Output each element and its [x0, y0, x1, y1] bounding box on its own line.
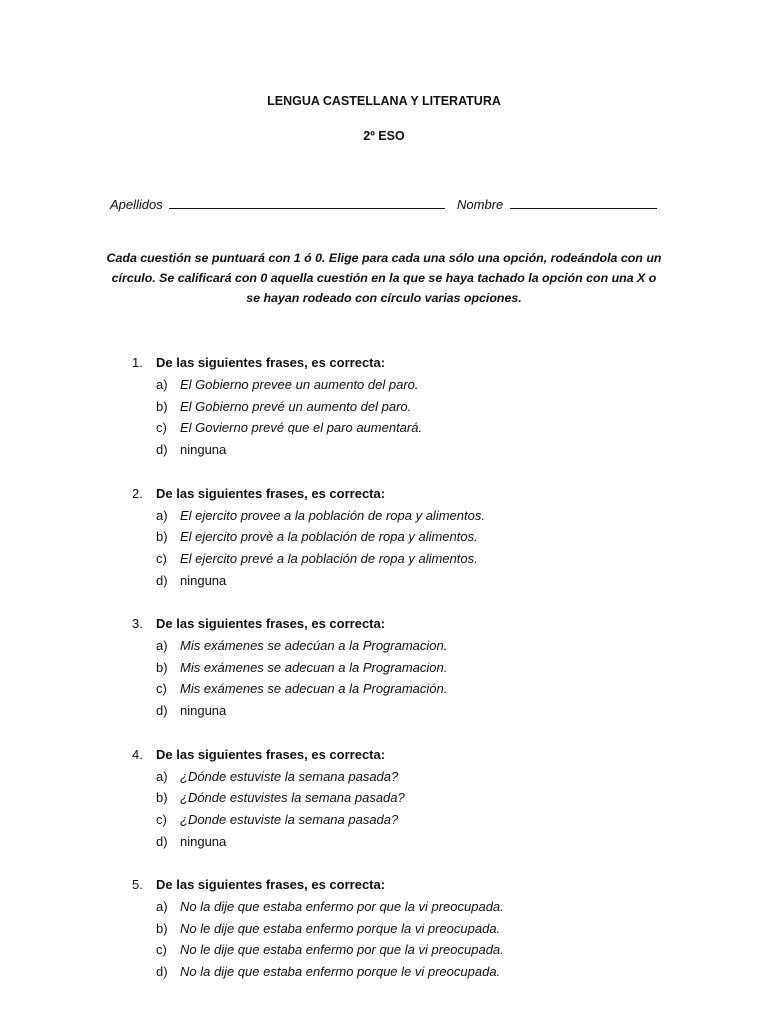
option-letter: c) [156, 942, 167, 958]
option-text: ninguna [180, 833, 227, 849]
option-text: El Gobierno prevee un aumento del paro. [180, 377, 419, 392]
question-number: 3. [132, 616, 143, 631]
option-text: No le dije que estaba enfermo por que la vi preocupada. [180, 942, 504, 958]
option-1b[interactable] [0, 398, 768, 420]
option-2c[interactable] [0, 550, 768, 572]
option-letter: d) [156, 442, 168, 458]
option-3a[interactable] [0, 637, 768, 659]
option-2b[interactable] [0, 528, 768, 550]
question-number: 4. [132, 746, 143, 762]
option-letter: d) [156, 964, 168, 980]
option-letter: d) [156, 703, 168, 719]
option-letter: b) [156, 920, 168, 936]
option-3c[interactable] [0, 680, 768, 702]
instructions [100, 248, 668, 308]
option-text: El ejercito provee a la población de ropa y alimentos. [180, 507, 485, 523]
student-info-row [110, 197, 657, 212]
question-text: De las siguientes frases, es correcta: [156, 877, 386, 892]
option-text: ¿Donde estuviste la semana pasada? [180, 811, 399, 827]
surname-label: Apellidos [110, 197, 163, 212]
option-letter: b) [156, 529, 168, 545]
question-text: De las siguientes frases, es correcta: [156, 746, 386, 762]
option-text: Mis exámenes se adecuan a la Programacion. [180, 659, 448, 675]
option-5d[interactable] [0, 963, 768, 985]
option-letter: b) [156, 398, 168, 414]
option-text: ¿Dónde estuviste la semana pasada? [180, 768, 399, 784]
option-text: El ejercito provè a la población de ropa y alimentos. [180, 529, 478, 545]
instructions-line: se hayan rodeado con círculo varias opciones. [246, 291, 522, 305]
question-number: 5. [132, 877, 143, 892]
option-text: El Gobierno prevé un aumento del paro. [180, 398, 412, 414]
option-text: Mis exámenes se adecúan a la Programacion. [180, 638, 448, 653]
option-3d[interactable] [0, 702, 768, 724]
name-field[interactable] [510, 197, 657, 209]
question-text: De las siguientes frases, es correcta: [156, 355, 386, 370]
option-letter: b) [156, 790, 168, 806]
question-number: 1. [132, 355, 143, 370]
option-letter: b) [156, 659, 168, 675]
option-1a[interactable] [0, 376, 768, 398]
option-text: No le dije que estaba enfermo porque la vi preocupada. [180, 920, 501, 936]
surname-field[interactable] [169, 197, 445, 209]
option-1c[interactable] [0, 419, 768, 441]
question-list [0, 354, 768, 1007]
question-5 [0, 876, 768, 1007]
option-letter: c) [156, 681, 167, 697]
option-text: ninguna [180, 442, 227, 458]
option-text: Mis exámenes se adecuan a la Programación. [180, 681, 448, 697]
question-text: De las siguientes frases, es correcta: [156, 485, 386, 501]
option-1d[interactable] [0, 441, 768, 463]
option-5b[interactable] [0, 920, 768, 942]
option-letter: c) [156, 550, 167, 566]
option-4c[interactable] [0, 811, 768, 833]
option-text: El ejercito prevé a la población de ropa y alimentos. [180, 550, 478, 566]
option-text: El Govierno prevé que el paro aumentará. [180, 420, 423, 436]
exam-title: LENGUA CASTELLANA Y LITERATURA [267, 94, 501, 108]
option-5c[interactable] [0, 941, 768, 963]
option-letter: d) [156, 572, 168, 588]
question-number: 2. [132, 485, 143, 501]
option-2a[interactable] [0, 507, 768, 529]
option-letter: c) [156, 811, 167, 827]
option-letter: a) [156, 377, 168, 392]
option-3b[interactable] [0, 659, 768, 681]
option-text: ninguna [180, 572, 227, 588]
question-1 [0, 354, 768, 485]
option-text: ¿Dónde estuvistes la semana pasada? [180, 790, 405, 806]
option-letter: a) [156, 768, 168, 784]
name-label: Nombre [457, 197, 504, 212]
instructions-line: círculo. Se calificará con 0 aquella cuestión en la que se haya tachado la opción con una X o [111, 271, 657, 285]
option-text: ninguna [180, 703, 227, 719]
option-letter: a) [156, 638, 168, 653]
question-2 [0, 485, 768, 616]
option-text: No la dije que estaba enfermo porque le vi preocupada. [180, 964, 501, 980]
question-4 [0, 746, 768, 877]
course-label: 2º ESO [363, 129, 405, 143]
option-4a[interactable] [0, 768, 768, 790]
option-letter: d) [156, 833, 168, 849]
option-4d[interactable] [0, 833, 768, 855]
option-2d[interactable] [0, 572, 768, 594]
question-text: De las siguientes frases, es correcta: [156, 616, 386, 631]
option-4b[interactable] [0, 789, 768, 811]
question-3 [0, 615, 768, 746]
instructions-line: Cada cuestión se puntuará con 1 ó 0. Elige para cada una sólo una opción, rodeándola con un [106, 251, 662, 265]
option-text: No la dije que estaba enfermo por que la vi preocupada. [180, 899, 504, 914]
option-letter: a) [156, 899, 168, 914]
option-5a[interactable] [0, 898, 768, 920]
option-letter: c) [156, 420, 167, 436]
option-letter: a) [156, 507, 168, 523]
